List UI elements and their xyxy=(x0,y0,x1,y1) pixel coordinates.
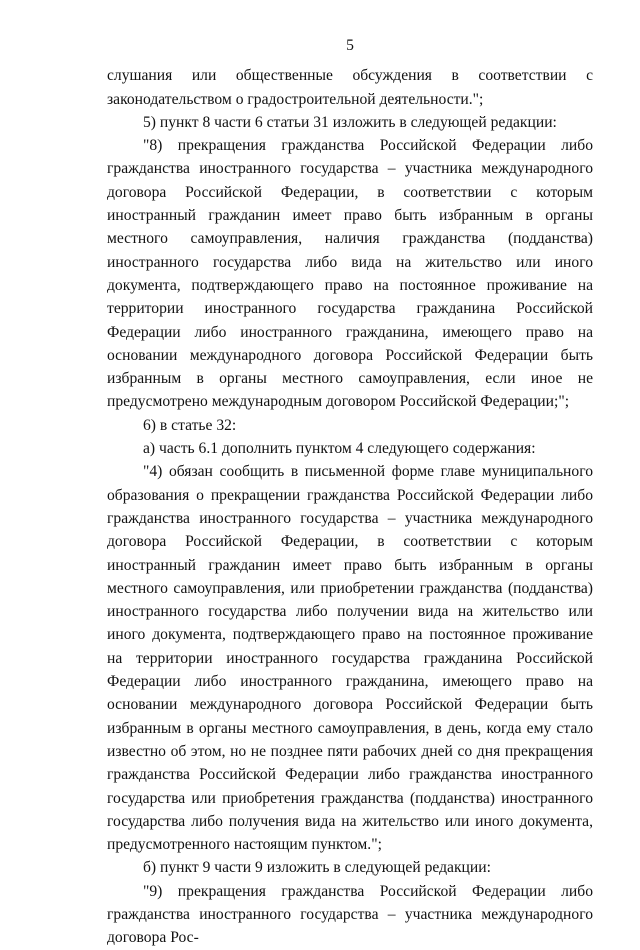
paragraph-continuation: слушания или общественные обсуждения в соответствии с законодательством о градостроительной деятельности."; xyxy=(107,67,593,108)
paragraph-item-4-text: "4) обязан сообщить в письменной форме главе муниципального образования о прекращении гражданства Российской Федерации либо гражданства иностранного государства – участника международного договора Российской Федерации, в соответствии с которым иностранный гражданин имеет право быть избранным в органы местного самоуправления, или приобретении гражданства (подданства) иностранного государства либо получении вида на жительство или иного документа, подтверждающего право на постоянное проживание на территории иностранного государства гражданина Российской Федерации либо иностранного гражданина, имеющего право на основании международного договора Российской Федерации быть избранным в органы местного самоуправления, в день, когда ему стало известно об этом, но не позднее пяти рабочих дней со дня прекращения гражданства Российской Федерации либо гражданства иностранного государства или приобретения гражданства (подданства) иностранного государства либо получения вида на жительство или иного документа, предусмотренного настоящим пунктом."; xyxy=(107,463,593,854)
paragraph-item-5: 5) пункт 8 части 6 статьи 31 изложить в следующей редакции: xyxy=(143,113,557,131)
paragraph-subitem-b: б) пункт 9 части 9 изложить в следующей редакции: xyxy=(143,859,491,877)
paragraph-subitem-a: а) часть 6.1 дополнить пунктом 4 следующего содержания: xyxy=(143,440,536,458)
document-page xyxy=(107,34,593,950)
paragraph-item-8-text: "8) прекращения гражданства Российской Федерации либо гражданства иностранного государства – участника международного договора Российской Федерации, в соответствии с которым иностранный гражданин имеет право быть избранным в органы местного самоуправления, наличия гражданства (подданства) иностранного государства либо вида на жительство или иного документа, подтверждающего право на постоянное проживание на территории иностранного государства гражданина Российской Федерации либо иностранного гражданина, имеющего право на основании международного договора Российской Федерации быть избранным в органы местного самоуправления, если иное не предусмотрено международным договором Российской Федерации;"; xyxy=(107,137,593,411)
page-number: 5 xyxy=(346,37,354,54)
paragraph-item-9-text: "9) прекращения гражданства Российской Федерации либо гражданства иностранного государства – участника международного договора Рос- xyxy=(107,882,593,947)
paragraph-item-6: 6) в статье 32: xyxy=(143,416,237,434)
